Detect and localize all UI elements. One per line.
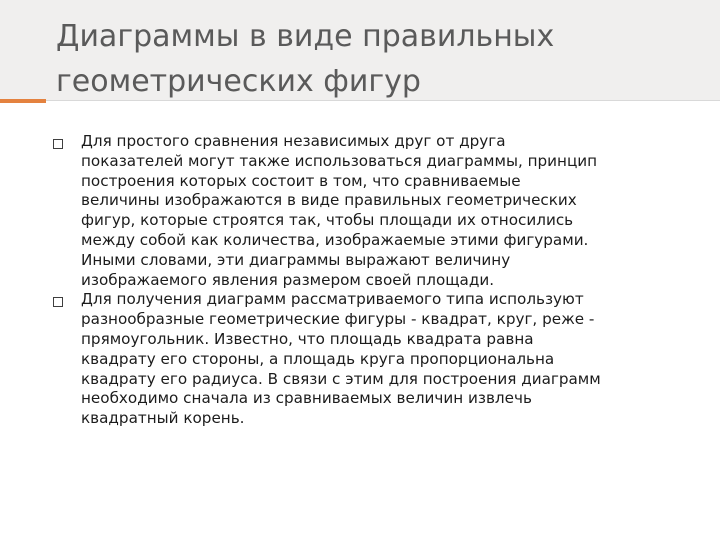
text-line: необходимо сначала из сравниваемых величин извлечь bbox=[81, 389, 532, 408]
text-line: прямоугольник. Известно, что площадь квадрата равна bbox=[81, 329, 534, 348]
text-line: фигур, которые строятся так, чтобы площади их относились bbox=[81, 211, 574, 230]
bullet-list bbox=[52, 132, 712, 429]
text-line: квадратный корень. bbox=[81, 409, 245, 428]
slide-title-line: Диаграммы в виде правильных bbox=[56, 19, 555, 54]
slide-title bbox=[56, 14, 696, 104]
text-line: квадрату его радиуса. В связи с этим для построения диаграмм bbox=[81, 369, 601, 388]
bullet-text bbox=[81, 132, 712, 290]
text-line: построения которых состоит в том, что сравниваемые bbox=[81, 171, 521, 190]
text-line: величины изображаются в виде правильных геометрических bbox=[81, 191, 577, 210]
text-line: Иными словами, эти диаграммы выражают величину bbox=[81, 250, 511, 269]
text-line: Для получения диаграмм рассматриваемого типа используют bbox=[81, 290, 584, 309]
text-line: между собой как количества, изображаемые этими фигурами. bbox=[81, 230, 589, 249]
text-line: Для простого сравнения независимых друг от друга bbox=[81, 132, 506, 150]
square-bullet-icon bbox=[53, 139, 63, 149]
title-panel bbox=[0, 0, 720, 100]
text-line: разнообразные геометрические фигуры - квадрат, круг, реже - bbox=[81, 310, 595, 329]
bullet-item bbox=[52, 290, 712, 429]
text-line: квадрату его стороны, а площадь круга пропорциональна bbox=[81, 349, 555, 368]
text-line: показателей могут также использоваться диаграммы, принцип bbox=[81, 151, 598, 170]
slide-title-line: геометрических фигур bbox=[56, 64, 421, 99]
bullet-text bbox=[81, 290, 712, 429]
bullet-item bbox=[52, 132, 712, 290]
square-bullet-icon bbox=[53, 297, 63, 307]
accent-bar bbox=[0, 99, 46, 103]
divider-line bbox=[46, 100, 720, 101]
text-line: изображаемого явления размером своей площади. bbox=[81, 270, 495, 289]
